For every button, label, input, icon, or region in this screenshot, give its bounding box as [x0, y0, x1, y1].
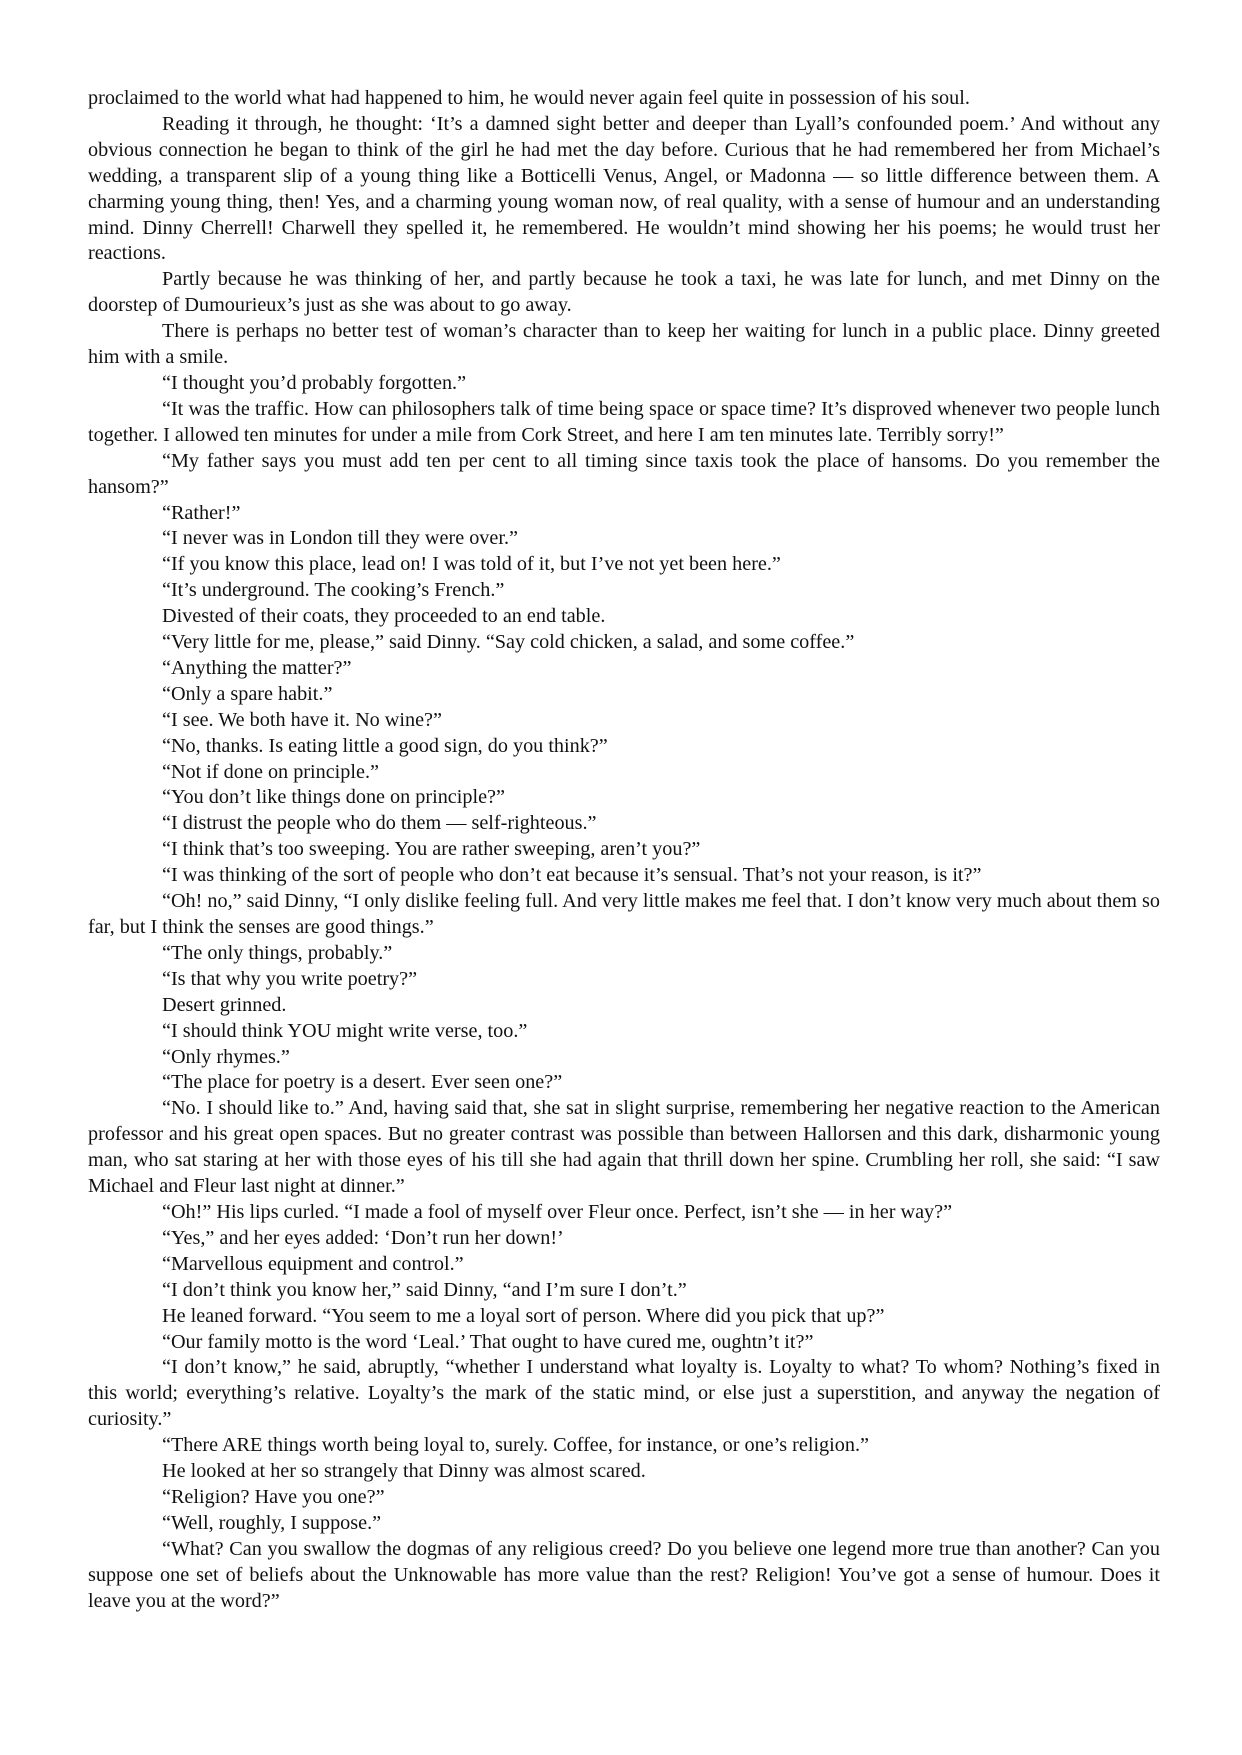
book-page-text — [88, 86, 1160, 1614]
paragraph: proclaimed to the world what had happened to him, he would never again feel quite in possession of his soul. — [88, 87, 970, 109]
paragraph: “The only things, probably.” — [162, 941, 393, 964]
paragraph: “Oh!” His lips curled. “I made a fool of myself over Fleur once. Perfect, isn’t she — in her way?” — [162, 1200, 953, 1223]
paragraph: “I never was in London till they were over.” — [162, 527, 518, 550]
paragraph: “It was the traffic. How can philosophers talk of time being space or space time? It’s disproved whenever two people lunch together. I allowed ten minutes for under a mile from Cork Street, and here I am ten minutes late. Terribly sorry!” — [88, 397, 1160, 446]
paragraph: “It’s underground. The cooking’s French.” — [162, 579, 505, 602]
paragraph: “Only rhymes.” — [162, 1045, 290, 1068]
paragraph: “My father says you must add ten per cent to all timing since taxis took the place of hansoms. Do you remember the hansom?” — [88, 449, 1160, 498]
paragraph: “I don’t know,” he said, abruptly, “whether I understand what loyalty is. Loyalty to what? To whom? Nothing’s fixed in this world; everything’s relative. Loyalty’s the mark of the static mind, or else just a superstition, and anyway the negation of curiosity.” — [88, 1356, 1160, 1431]
paragraph: “The place for poetry is a desert. Ever seen one?” — [162, 1071, 563, 1094]
paragraph: “Anything the matter?” — [162, 656, 352, 679]
paragraph: “Not if done on principle.” — [162, 760, 379, 783]
paragraph: “Oh! no,” said Dinny, “I only dislike feeling full. And very little makes me feel that. I don’t know very much about them so far, but I think the senses are good things.” — [88, 890, 1160, 938]
paragraph: “Very little for me, please,” said Dinny. “Say cold chicken, a salad, and some coffee.” — [162, 631, 855, 654]
paragraph: “I think that’s too sweeping. You are rather sweeping, aren’t you?” — [162, 838, 701, 861]
paragraph: “What? Can you swallow the dogmas of any religious creed? Do you believe one legend more true than another? Can you suppose one set of beliefs about the Unknowable has more value than the rest? Religion! You’ve got a sense of humour. Does it leave you at the word?” — [88, 1537, 1160, 1612]
paragraph: He looked at her so strangely that Dinny was almost scared. — [162, 1460, 646, 1483]
paragraph: “I see. We both have it. No wine?” — [162, 708, 442, 731]
paragraph: Partly because he was thinking of her, and partly because he took a taxi, he was late for lunch, and met Dinny on the doorstep of Dumourieux’s just as she was about to go away. — [88, 268, 1160, 317]
paragraph: “Rather!” — [162, 501, 241, 524]
paragraph: Reading it through, he thought: ‘It’s a damned sight better and deeper than Lyall’s confounded poem.’ And without any obvious connection he began to think of the girl he had met the day before. Curious that he had remembered her from Michael’s wedding, a transparent slip of a young thing like a Botticelli Venus, Angel, or Madonna — so little difference between them. A charming young thing, then! Yes, and a charming young woman now, of real quality, with a sense of humour and an understanding mind. Dinny Cherrell! Charwell they spelled it, he remembered. He wouldn’t mind showing her his poems; he would trust her reactions. — [88, 112, 1160, 265]
paragraph: “I distrust the people who do them — self-righteous.” — [162, 812, 597, 835]
paragraph: “Marvellous equipment and control.” — [162, 1252, 464, 1275]
paragraph: He leaned forward. “You seem to me a loyal sort of person. Where did you pick that up?” — [162, 1304, 885, 1327]
paragraph: “Our family motto is the word ‘Leal.’ That ought to have cured me, oughtn’t it?” — [162, 1330, 814, 1353]
paragraph: Divested of their coats, they proceeded to an end table. — [162, 605, 606, 628]
paragraph: “I thought you’d probably forgotten.” — [162, 371, 467, 394]
paragraph: “There ARE things worth being loyal to, surely. Coffee, for instance, or one’s religion.” — [162, 1434, 869, 1457]
paragraph: “Only a spare habit.” — [162, 682, 333, 705]
paragraph: “Is that why you write poetry?” — [162, 967, 418, 990]
paragraph: “No. I should like to.” And, having said that, she sat in slight surprise, remembering her negative reaction to the American professor and his great open spaces. But no greater contrast was possible than between Hallorsen and this dark, disharmonic young man, who sat staring at her with those eyes of his till she had again that thrill down her spine. Crumbling her roll, she said: “I saw Michael and Fleur last night at dinner.” — [88, 1097, 1160, 1198]
paragraph: “You don’t like things done on principle?” — [162, 786, 505, 809]
paragraph: “Well, roughly, I suppose.” — [162, 1511, 382, 1534]
paragraph: “Yes,” and her eyes added: ‘Don’t run her down!’ — [162, 1226, 564, 1249]
paragraph: “Religion? Have you one?” — [162, 1485, 385, 1508]
paragraph: Desert grinned. — [162, 993, 287, 1016]
paragraph: “I don’t think you know her,” said Dinny, “and I’m sure I don’t.” — [162, 1278, 687, 1301]
paragraph: There is perhaps no better test of woman’s character than to keep her waiting for lunch in a public place. Dinny greeted him with a smile. — [88, 320, 1160, 369]
paragraph: “I should think YOU might write verse, too.” — [162, 1019, 528, 1042]
paragraph: “No, thanks. Is eating little a good sign, do you think?” — [162, 734, 608, 757]
paragraph: “I was thinking of the sort of people who don’t eat because it’s sensual. That’s not your reason, is it?” — [162, 864, 982, 887]
paragraph: “If you know this place, lead on! I was told of it, but I’ve not yet been here.” — [162, 553, 781, 576]
